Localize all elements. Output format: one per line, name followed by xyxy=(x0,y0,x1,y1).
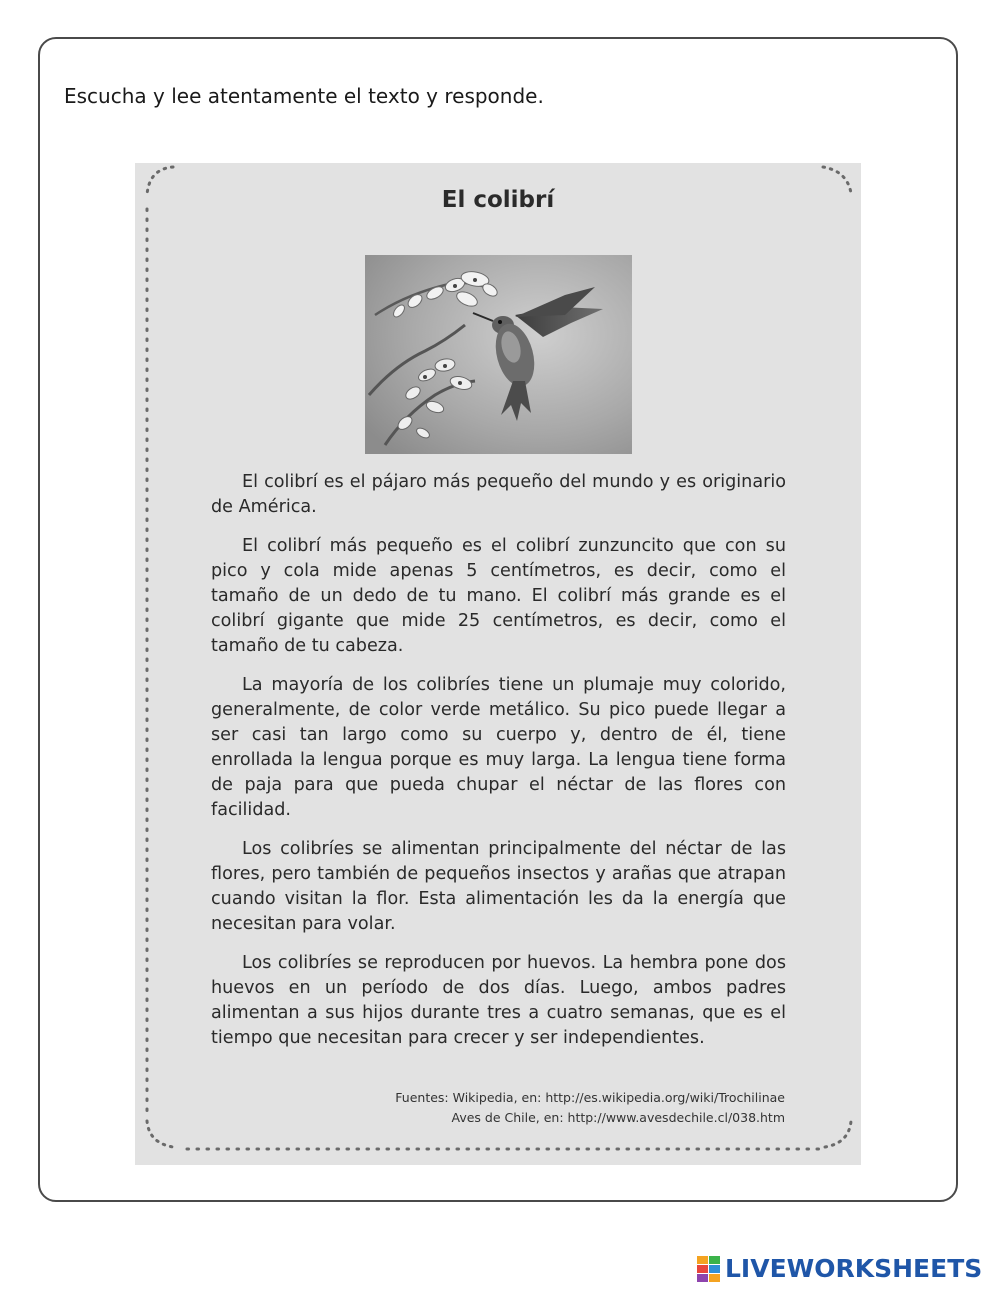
reading-title: El colibrí xyxy=(441,187,555,213)
sources-citation xyxy=(395,1088,785,1128)
source-line: Fuentes: Wikipedia, en: http://es.wikipedia.org/wiki/Trochilinae xyxy=(395,1090,785,1105)
paragraph: El colibrí es el pájaro más pequeño del mundo y es originario de América. xyxy=(211,472,786,517)
instruction-text: Escucha y lee atentamente el texto y responde. xyxy=(64,84,544,108)
reading-panel xyxy=(135,163,861,1165)
hummingbird-photo xyxy=(365,255,632,454)
paragraph: La mayoría de los colibríes tiene un plumaje muy colorido, generalmente, de color verde metálico. Su pico puede llegar a ser casi tan largo como su cuerpo y, dentro de él, tiene enrollada la lengua porque es muy larga. La lengua tiene forma de paja para que pueda chupar el néctar de las flores con facilidad. xyxy=(211,675,786,820)
paragraph: El colibrí más pequeño es el colibrí zunzuncito que con su pico y cola mide apenas 5 centímetros, es decir, como el tamaño de un dedo de tu mano. El colibrí más grande es el colibrí gigante que mide 25 centímetros, es decir, como el tamaño de tu cabeza. xyxy=(211,536,786,656)
source-line: Aves de Chile, en: http://www.avesdechile.cl/038.htm xyxy=(451,1110,785,1125)
liveworksheets-logo-icon xyxy=(697,1256,721,1282)
brand-logo[interactable] xyxy=(697,1254,982,1283)
paragraph: Los colibríes se reproducen por huevos. La hembra pone dos huevos en un período de dos días. Luego, ambos padres alimentan a sus hijos durante tres a cuatro semanas, que es el tiempo que necesitan para crecer y ser independientes. xyxy=(211,953,786,1048)
brand-name: LIVEWORKSHEETS xyxy=(725,1254,983,1283)
article-body xyxy=(211,470,786,1065)
paragraph: Los colibríes se alimentan principalmente del néctar de las flores, pero también de pequeños insectos y arañas que atrapan cuando visitan la flor. Esta alimentación les da la energía que necesitan para volar. xyxy=(211,839,786,934)
